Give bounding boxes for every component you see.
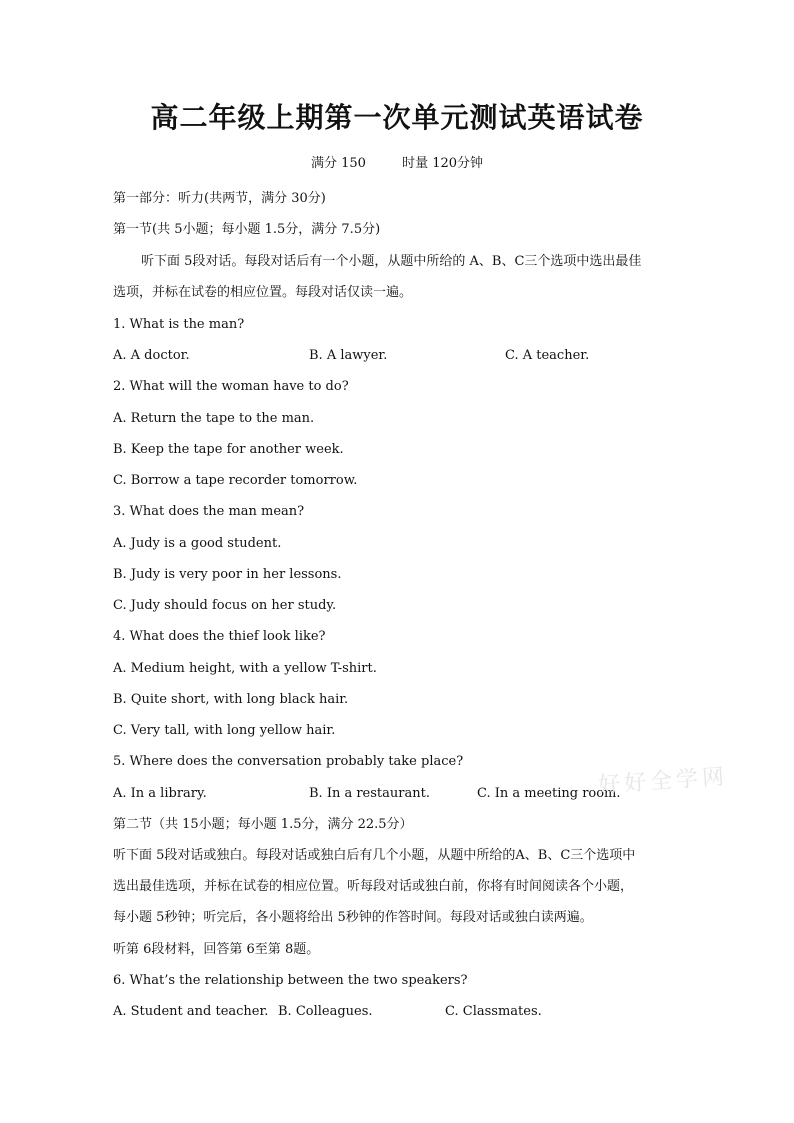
question-5-option-a: A. In a library. bbox=[113, 786, 207, 801]
section1-heading: 第一节(共 5小题；每小题 1.5分，满分 7.5分) bbox=[113, 222, 381, 237]
question-3-option-c: C. Judy should focus on her study. bbox=[113, 598, 337, 613]
question-1-option-c: C. A teacher. bbox=[505, 348, 590, 363]
question-3-option-b: B. Judy is very poor in her lessons. bbox=[113, 567, 342, 582]
question-2-stem: 2. What will the woman have to do? bbox=[113, 379, 349, 394]
question-5-option-c: C. In a meeting room. bbox=[477, 786, 621, 801]
question-6-option-b: B. Colleagues. bbox=[278, 1004, 373, 1019]
question-1-option-a: A. A doctor. bbox=[113, 348, 190, 363]
question-2-option-a: A. Return the tape to the man. bbox=[113, 411, 315, 426]
exam-info bbox=[0, 152, 794, 171]
question-4-option-b: B. Quite short, with long black hair. bbox=[113, 692, 349, 707]
time-limit: 时量 120分钟 bbox=[402, 156, 484, 171]
material-note: 听第 6段材料，回答第 6至第 8题。 bbox=[113, 942, 320, 957]
section2-instructions-1: 听下面 5段对话或独白。每段对话或独白后有几个小题，从题中所给的A、B、C三个选项中 bbox=[113, 848, 636, 863]
full-score: 满分 150 bbox=[310, 156, 366, 171]
question-6-option-a: A. Student and teacher. bbox=[113, 1004, 269, 1019]
question-4-option-c: C. Very tall, with long yellow hair. bbox=[113, 723, 336, 738]
question-6-stem: 6. What’s the relationship between the two speakers? bbox=[113, 973, 468, 988]
section2-instructions-3: 每小题 5秒钟；听完后，各小题将给出 5秒钟的作答时间。每段对话或独白读两遍。 bbox=[113, 910, 593, 925]
question-3-option-a: A. Judy is a good student. bbox=[113, 536, 282, 551]
section1-instructions-1: 听下面 5段对话。每段对话后有一个小题，从题中所给的 A、B、C三个选项中选出最佳 bbox=[141, 254, 642, 269]
question-5-option-b: B. In a restaurant. bbox=[309, 786, 430, 801]
question-2-option-b: B. Keep the tape for another week. bbox=[113, 442, 344, 457]
question-1-stem: 1. What is the man? bbox=[113, 317, 245, 332]
part1-heading: 第一部分：听力(共两节，满分 30分) bbox=[113, 191, 326, 206]
question-4-option-a: A. Medium height, with a yellow T-shirt. bbox=[113, 661, 377, 676]
question-6-option-c: C. Classmates. bbox=[445, 1004, 542, 1019]
question-3-stem: 3. What does the man mean? bbox=[113, 504, 305, 519]
section2-instructions-2: 选出最佳选项，并标在试卷的相应位置。听每段对话或独白前，你将有时间阅读各个小题， bbox=[113, 879, 634, 894]
page-title: 高二年级上期第一次单元测试英语试卷 bbox=[150, 101, 644, 134]
question-2-option-c: C. Borrow a tape recorder tomorrow. bbox=[113, 473, 358, 488]
question-1-option-b: B. A lawyer. bbox=[309, 348, 388, 363]
section1-instructions-2: 选项，并标在试卷的相应位置。每段对话仅读一遍。 bbox=[113, 285, 413, 300]
watermark: 好好全学网 bbox=[597, 764, 729, 799]
question-5-stem: 5. Where does the conversation probably take place? bbox=[113, 754, 464, 769]
section2-heading: 第二节（共 15小题；每小题 1.5分，满分 22.5分） bbox=[113, 817, 413, 832]
question-4-stem: 4. What does the thief look like? bbox=[113, 629, 326, 644]
